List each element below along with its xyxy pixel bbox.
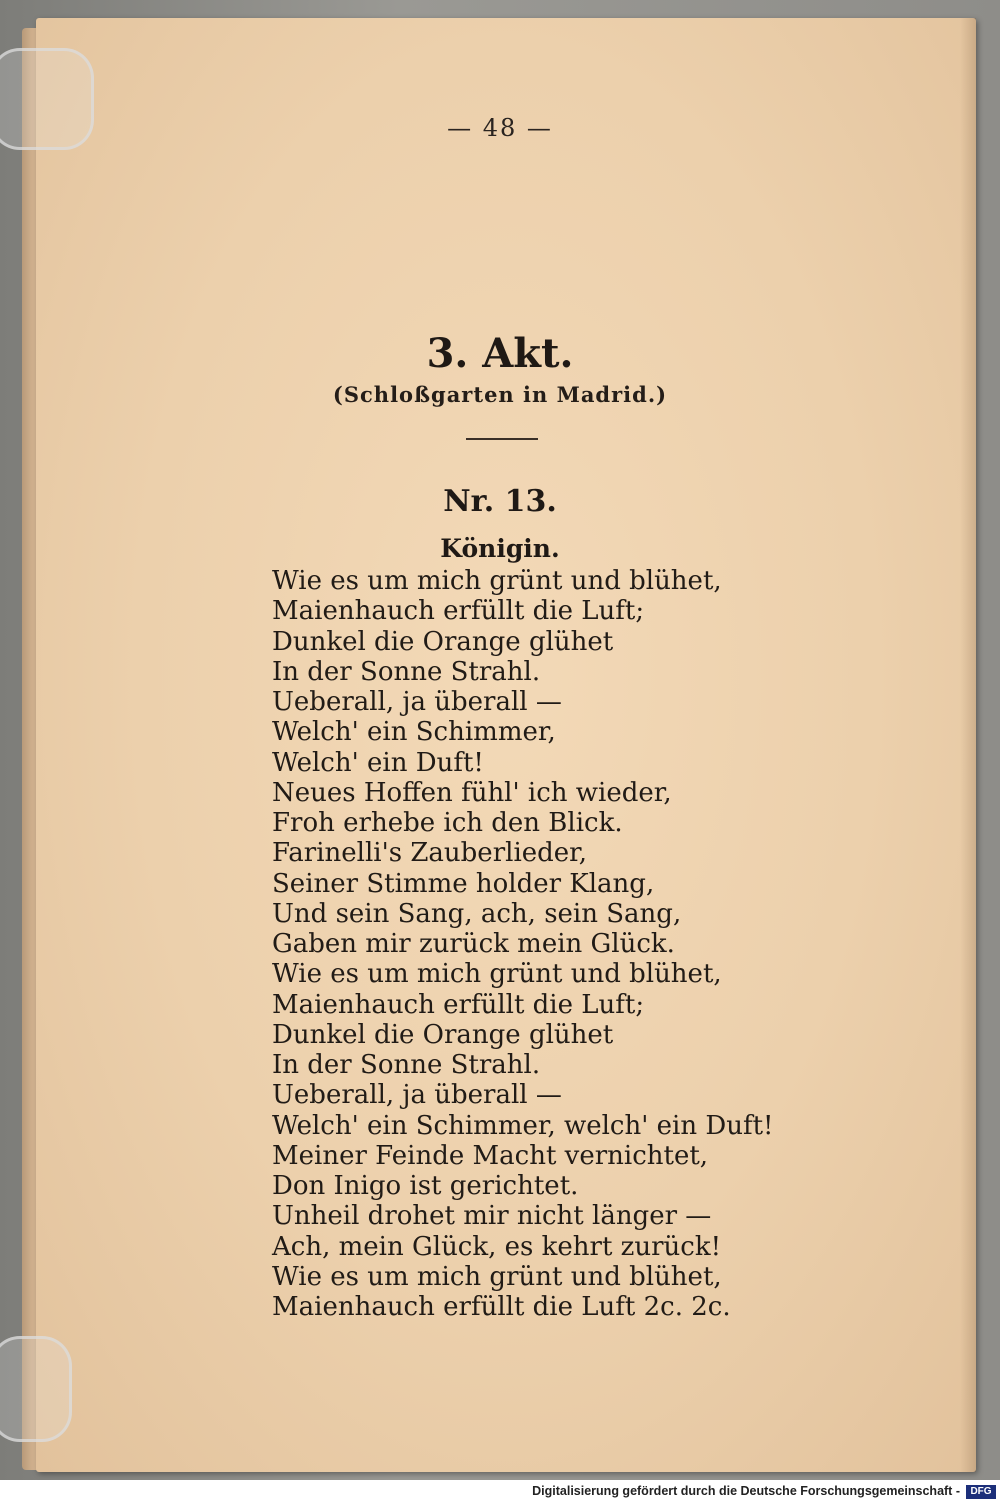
lyric-line: Maienhauch erfüllt die Luft; xyxy=(272,989,645,1020)
lyric-line: Maienhauch erfüllt die Luft; xyxy=(272,596,645,627)
lyric-line: Neues Hoffen fühl' ich wieder, xyxy=(272,777,672,808)
lyric-line: Farinelli's Zauberlieder, xyxy=(272,838,588,869)
lyric-line: In der Sonne Strahl. xyxy=(272,656,541,687)
lyric-line: Und sein Sang, ach, sein Sang, xyxy=(272,898,682,929)
lyric-line: Welch' ein Duft! xyxy=(272,747,484,778)
lyric-line: Dunkel die Orange glühet xyxy=(272,626,614,657)
number-heading: Nr. 13. xyxy=(443,484,557,519)
act-setting: (Schloßgarten in Madrid.) xyxy=(332,382,668,407)
lyric-line: Meiner Feinde Macht vernichtet, xyxy=(272,1140,709,1171)
lyric-line: Gaben mir zurück mein Glück. xyxy=(272,929,675,959)
speaker-name: Königin. xyxy=(440,534,560,563)
footer-credit: Digitalisierung gefördert durch die Deutsche Forschungsgemeinschaft - xyxy=(532,1484,960,1498)
lyric-line: Don Inigo ist gerichtet. xyxy=(272,1171,579,1201)
lyric-line: Seiner Stimme holder Klang, xyxy=(272,868,655,899)
lyrics-block xyxy=(272,566,774,1322)
lyric-line: Unheil drohet mir nicht länger — xyxy=(272,1201,712,1232)
lyric-line: In der Sonne Strahl. xyxy=(272,1050,541,1080)
lyric-line: Wie es um mich grünt und blühet, xyxy=(272,1261,722,1292)
dfg-logo: DFG xyxy=(966,1485,996,1499)
lyric-line: Maienhauch erfüllt die Luft 2c. 2c. xyxy=(272,1292,731,1322)
divider-rule xyxy=(466,438,538,440)
footer-bar xyxy=(0,1480,1000,1505)
lyric-line: Dunkel die Orange glühet xyxy=(272,1019,614,1050)
lyric-line: Wie es um mich grünt und blühet, xyxy=(272,959,722,990)
page-clip-bottom xyxy=(0,1336,72,1442)
lyric-line: Wie es um mich grünt und blühet, xyxy=(272,566,722,596)
page-fold-shadow xyxy=(960,18,976,1472)
act-title: 3. Akt. xyxy=(426,330,574,377)
lyric-line: Ueberall, ja überall — xyxy=(272,1080,562,1111)
lyric-line: Ach, mein Glück, es kehrt zurück! xyxy=(272,1231,722,1262)
lyric-line: Welch' ein Schimmer, welch' ein Duft! xyxy=(272,1110,774,1141)
lyric-line: Welch' ein Schimmer, xyxy=(272,717,556,748)
lyric-line: Froh erhebe ich den Blick. xyxy=(272,808,623,838)
page-number: — 48 — xyxy=(447,114,553,142)
lyric-line: Ueberall, ja überall — xyxy=(272,687,562,717)
